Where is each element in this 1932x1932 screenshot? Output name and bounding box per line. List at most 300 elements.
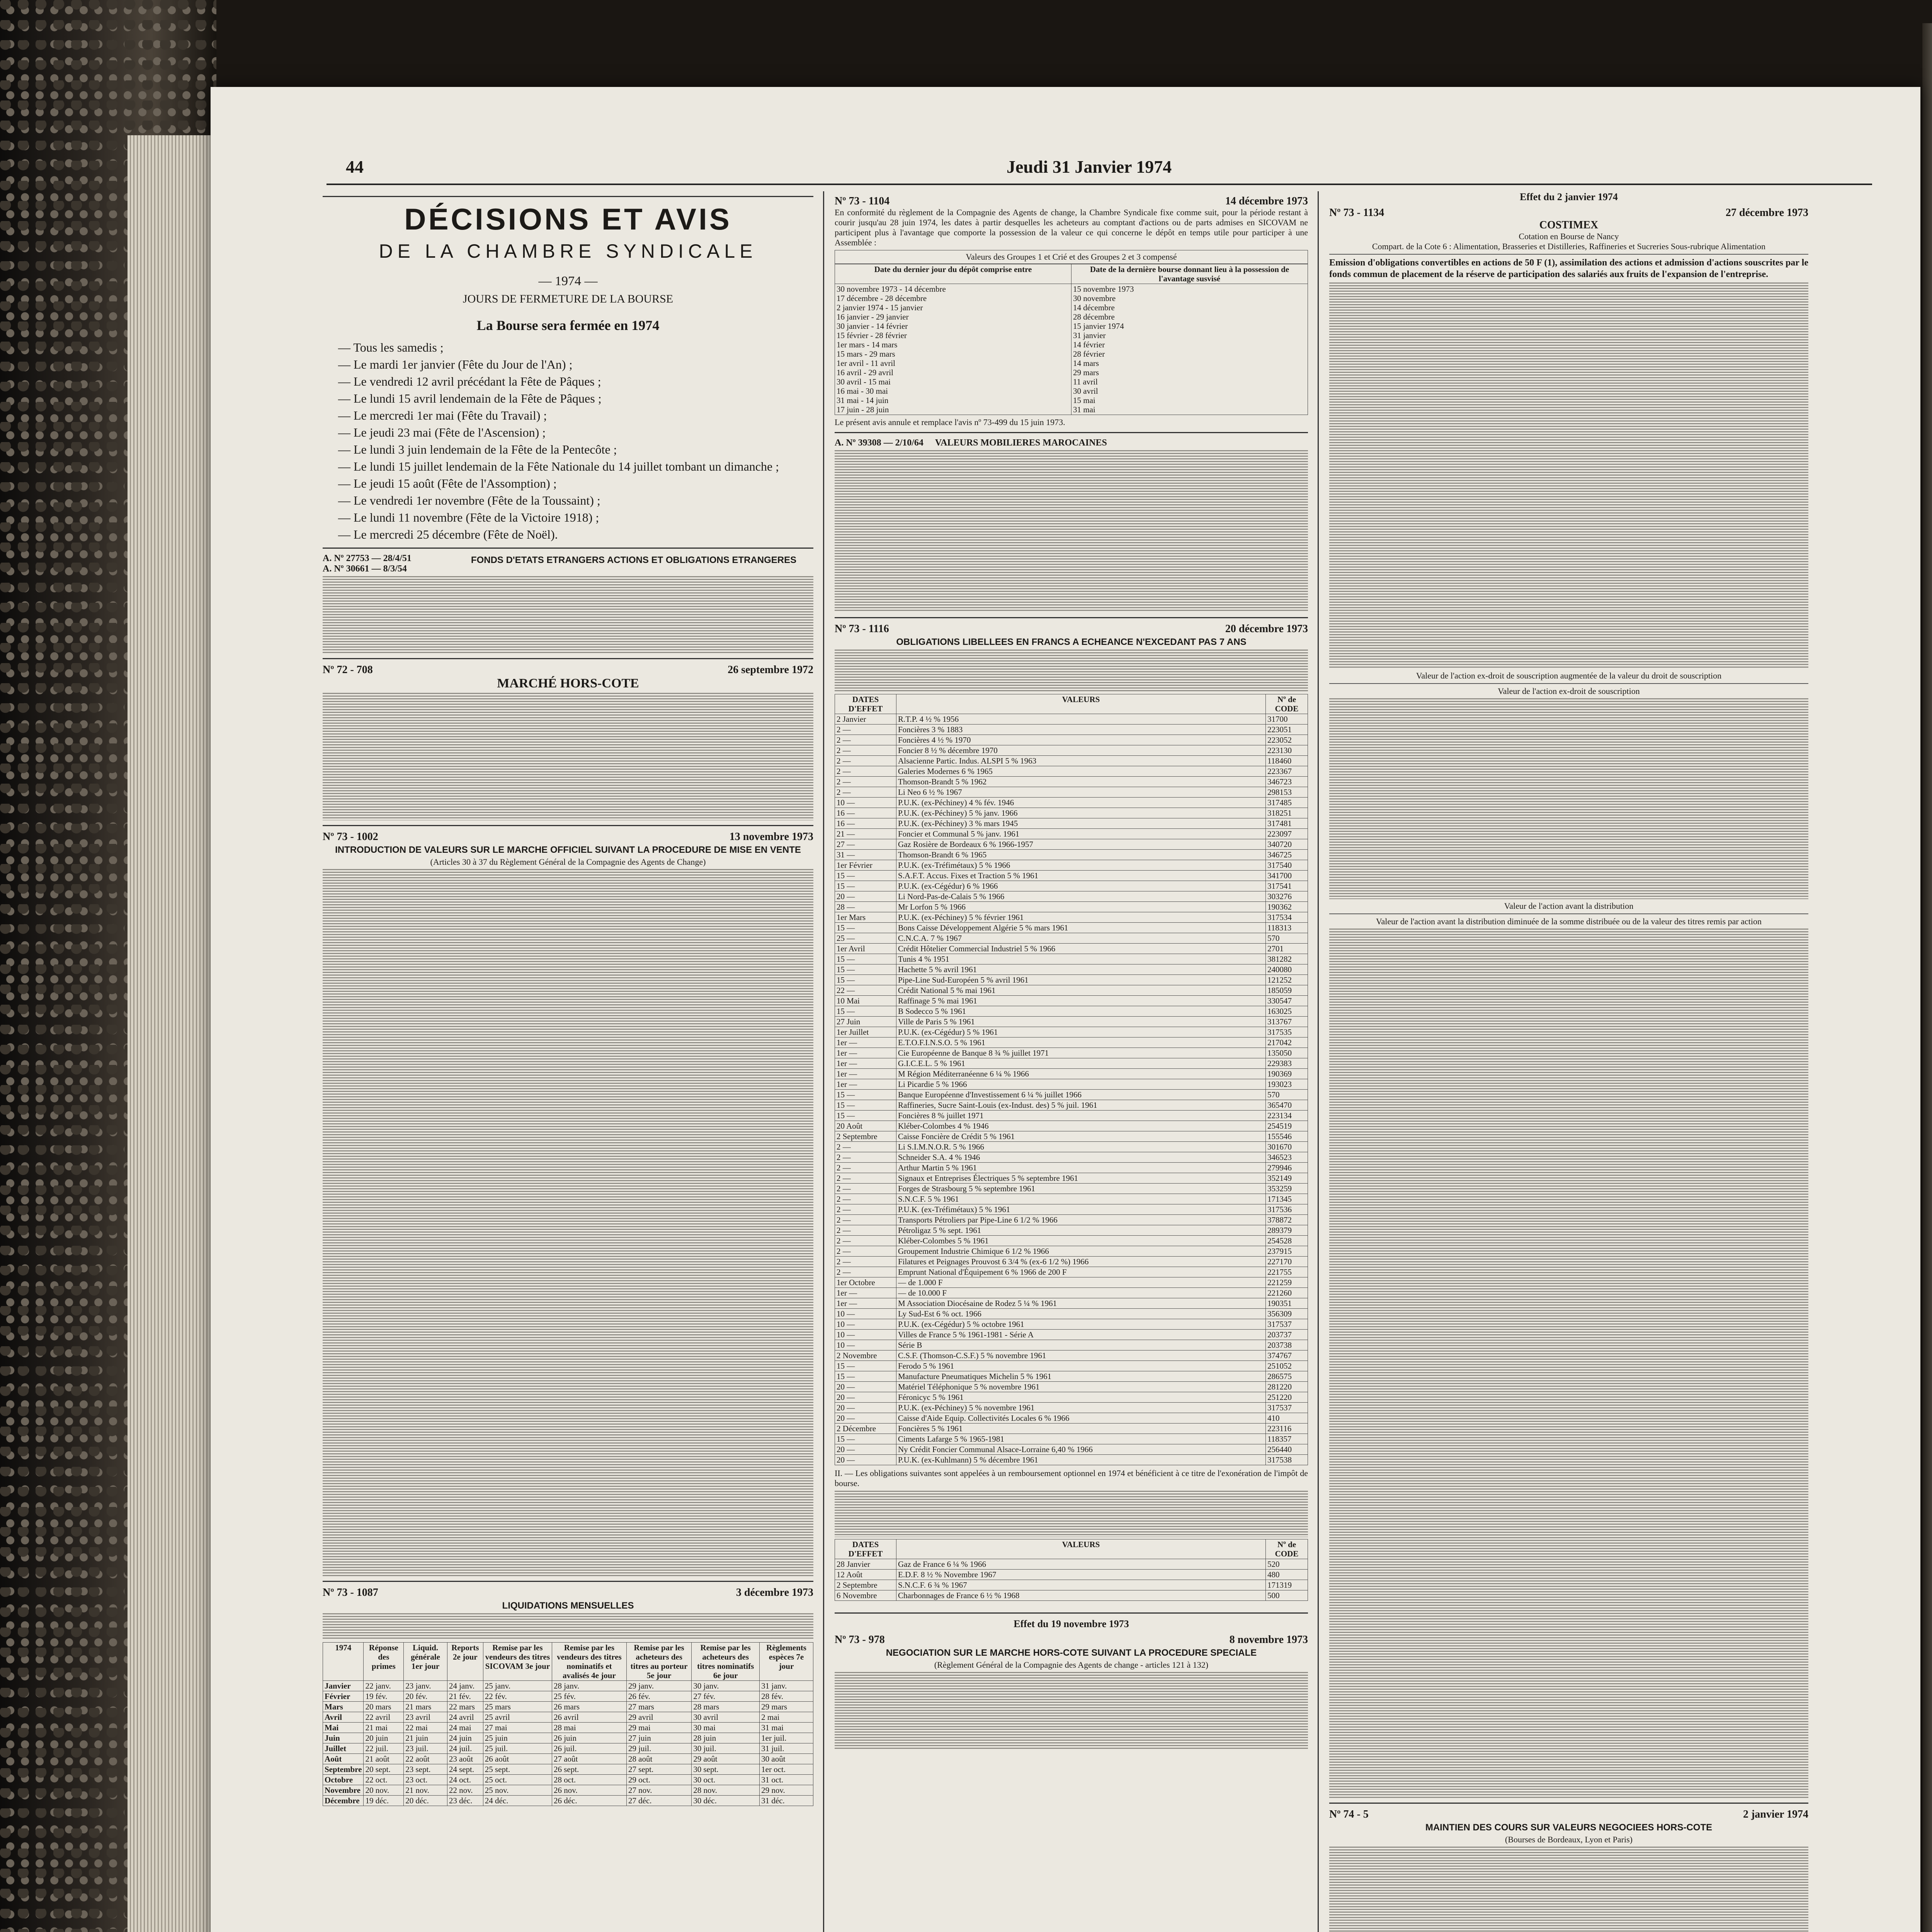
table-row: [835, 881, 1308, 891]
table-row: [835, 1058, 1308, 1069]
table-cell: 2 —: [835, 1194, 896, 1204]
closed-day-item: — Le lundi 15 avril lendemain de la Fête de Pâques ;: [338, 391, 602, 405]
notice-heading: [1329, 207, 1808, 219]
table-cell: 313767: [1266, 1017, 1308, 1027]
table-cell: 520: [1266, 1559, 1308, 1570]
table-cell: 28 Janvier: [835, 1559, 896, 1570]
groups-title: Valeurs des Groupes 1 et Crié et des Groupes 2 et 3 compensé: [835, 250, 1308, 264]
table-cell: 30 déc.: [692, 1796, 760, 1806]
table-row: [323, 1723, 813, 1733]
table-row: [835, 724, 1308, 735]
table-cell: P.U.K. (ex-Cégédur) 6 % 1966: [896, 881, 1266, 891]
table-cell: 25 mars: [483, 1702, 552, 1712]
table-cell: Pipe-Line Sud-Européen 5 % avril 1961: [896, 975, 1266, 985]
table-cell: 20 fév.: [404, 1691, 447, 1702]
table-cell: 15 —: [835, 881, 896, 891]
table-cell: Alsacienne Partic. Indus. ALSPI 5 % 1963: [896, 756, 1266, 766]
table-cell: 15 —: [835, 871, 896, 881]
table-row: [835, 829, 1308, 839]
table-cell: 23 janv.: [404, 1681, 447, 1691]
table-row: [835, 871, 1308, 881]
table-cell: 1er juil.: [760, 1733, 813, 1743]
table-cell: 25 juil.: [483, 1743, 552, 1754]
table-cell: Thomson-Brandt 6 % 1965: [896, 850, 1266, 860]
column-3: [1329, 191, 1808, 1932]
table-cell: 2 —: [835, 1152, 896, 1163]
notice-date: 27 décembre 1973: [1725, 207, 1808, 219]
table-cell: 256440: [1266, 1444, 1308, 1455]
page-number: 44: [346, 157, 364, 177]
table-cell: 28 mars: [692, 1702, 760, 1712]
table-cell: P.U.K. (ex-Cégédur) 5 % octobre 1961: [896, 1319, 1266, 1330]
table-row: [835, 1184, 1308, 1194]
table-cell: 289379: [1266, 1225, 1308, 1236]
table-cell: 121252: [1266, 975, 1308, 985]
table-cell: 1er —: [835, 1298, 896, 1309]
notice-title: INTRODUCTION DE VALEURS SUR LE MARCHE OFFICIEL SUIVANT LA PROCEDURE DE MISE EN VENTE: [335, 845, 801, 855]
groups-right-item: 31 mai: [1073, 405, 1095, 414]
table-cell: 20 nov.: [364, 1785, 404, 1796]
table-cell: P.U.K. (ex-Péchiney) 3 % mars 1945: [896, 818, 1266, 829]
table-cell: 223130: [1266, 745, 1308, 756]
table-cell: 251052: [1266, 1361, 1308, 1371]
notice-number: Nº 73 - 1134: [1329, 207, 1384, 219]
table-cell: Foncier et Communal 5 % janv. 1961: [896, 829, 1266, 839]
table-row: [835, 975, 1308, 985]
table-cell: Filatures et Peignages Prouvost 6 3/4 % (ex-6 1/2 %) 1966: [896, 1257, 1266, 1267]
divider: [323, 658, 813, 659]
table-cell: 28 juin: [692, 1733, 760, 1743]
table-cell: 1er Mars: [835, 912, 896, 923]
table-row: [835, 1225, 1308, 1236]
table-cell: 240080: [1266, 964, 1308, 975]
body-text: [835, 1491, 1308, 1537]
table-cell: 221755: [1266, 1267, 1308, 1277]
table-cell: Juillet: [323, 1743, 364, 1754]
table-cell: Août: [323, 1754, 364, 1764]
table-cell: 330547: [1266, 996, 1308, 1006]
table-cell: Cie Européenne de Banque 8 ¾ % juillet 1971: [896, 1048, 1266, 1058]
groups-left-item: 15 mars - 29 mars: [837, 349, 895, 359]
closed-day-item: — Le vendredi 12 avril précédant la Fête de Pâques ;: [338, 374, 601, 388]
groups-left-item: 16 mai - 30 mai: [837, 386, 888, 396]
table-cell: Féronicyc 5 % 1961: [896, 1392, 1266, 1403]
table-cell: 22 août: [404, 1754, 447, 1764]
effet-title: Effet du 2 janvier 1974: [1520, 191, 1618, 202]
table-cell: 317540: [1266, 860, 1308, 871]
table-cell: 15 —: [835, 1434, 896, 1444]
table-row: [835, 1277, 1308, 1288]
table-cell: 24 juil.: [447, 1743, 483, 1754]
table-cell: 378872: [1266, 1215, 1308, 1225]
table-cell: M Association Diocésaine de Rodez 5 ¼ % 1961: [896, 1298, 1266, 1309]
table-cell: Gaz Rosière de Bordeaux 6 % 1966-1957: [896, 839, 1266, 850]
col-header: Liquid. générale 1er jour: [404, 1643, 447, 1681]
lead-text: Emission d'obligations convertibles en actions de 50 F (1), assimilation des actions et admission d'actions souscrites par le fonds commun de placement de la réserve de participation des salariés aux fruits de l'expansion de l'entreprise.: [1329, 258, 1808, 279]
table-cell: 227170: [1266, 1257, 1308, 1267]
notice-number: Nº 73 - 1116: [835, 623, 889, 635]
divider: [835, 432, 1308, 433]
table-row: [835, 1194, 1308, 1204]
obligations-table-2: [835, 1539, 1308, 1601]
table-cell: 27 —: [835, 839, 896, 850]
table-cell: 22 fév.: [483, 1691, 552, 1702]
table-row: [323, 1733, 813, 1743]
table-cell: 1er —: [835, 1058, 896, 1069]
table-row: [835, 1163, 1308, 1173]
table-cell: 203738: [1266, 1340, 1308, 1350]
groups-left-item: 30 avril - 15 mai: [837, 377, 891, 386]
table-cell: 24 janv.: [447, 1681, 483, 1691]
table-cell: 29 août: [692, 1754, 760, 1764]
divider: [323, 196, 813, 197]
closed-day-item: — Le mercredi 1er mai (Fête du Travail) ;: [338, 408, 547, 422]
closed-intro: La Bourse sera fermée en 1974: [476, 318, 660, 333]
table-cell: 223116: [1266, 1423, 1308, 1434]
table-cell: 2701: [1266, 944, 1308, 954]
table-cell: Septembre: [323, 1764, 364, 1775]
table-cell: 570: [1266, 933, 1308, 944]
table-row: [835, 1215, 1308, 1225]
notice-heading: [323, 1587, 813, 1599]
groups-right-item: 28 février: [1073, 349, 1105, 359]
groups-header-right: Date de la dernière bourse donnant lieu à la possession de l'avantage susvisé: [1071, 264, 1308, 284]
table-cell: 20 mars: [364, 1702, 404, 1712]
table-cell: 500: [1266, 1590, 1308, 1601]
table-row: [835, 1403, 1308, 1413]
table-row: [835, 1027, 1308, 1037]
table-row: [835, 1204, 1308, 1215]
divider: [835, 1612, 1308, 1614]
table-cell: E.T.O.F.I.N.S.O. 5 % 1961: [896, 1037, 1266, 1048]
table-cell: 2 —: [835, 766, 896, 777]
table-cell: Foncier 8 ½ % décembre 1970: [896, 745, 1266, 756]
notice-date: 14 décembre 1973: [1225, 195, 1308, 207]
table-cell: 10 —: [835, 1340, 896, 1350]
table-cell: 346723: [1266, 777, 1308, 787]
table-cell: 27 nov.: [626, 1785, 691, 1796]
table-cell: 26 mars: [552, 1702, 626, 1712]
table-cell: Li Picardie 5 % 1966: [896, 1079, 1266, 1090]
table-cell: 23 août: [447, 1754, 483, 1764]
col-header: Remise par les acheteurs des titres au porteur 5e jour: [626, 1643, 691, 1681]
table-cell: 118357: [1266, 1434, 1308, 1444]
table-cell: 30 janv.: [692, 1681, 760, 1691]
table-cell: 2 —: [835, 777, 896, 787]
table-cell: Matériel Téléphonique 5 % novembre 1961: [896, 1382, 1266, 1392]
table-row: [835, 808, 1308, 818]
table-cell: 317535: [1266, 1027, 1308, 1037]
col-header: VALEURS: [896, 694, 1266, 714]
table-cell: 23 sept.: [404, 1764, 447, 1775]
table-cell: Gaz de France 6 ¼ % 1966: [896, 1559, 1266, 1570]
table-row: [835, 1382, 1308, 1392]
table-row: [835, 1173, 1308, 1184]
company-sub: Cotation en Bourse de Nancy: [1519, 231, 1619, 241]
table-cell: Mr Lorfon 5 % 1966: [896, 902, 1266, 912]
effet-title: Effet du 19 novembre 1973: [1014, 1618, 1129, 1629]
table-cell: 254519: [1266, 1121, 1308, 1131]
table-cell: 21 juin: [404, 1733, 447, 1743]
notice-text: En conformité du règlement de la Compagnie des Agents de change, la Chambre Syndicale fixe comme suit, pour la période restant à courir jusqu'au 28 juin 1974, les dates à partir desquelles les acheteurs au comptant d'actions ou de parts admises en SICOVAM ne participent plus à l'avantage que comporte la possession de la valeur ce qui concerne le dépôt en temps utile pour participer à une Assemblée :: [835, 207, 1308, 247]
table-cell: 254528: [1266, 1236, 1308, 1246]
col-header: Nº de CODE: [1266, 694, 1308, 714]
table-cell: P.U.K. (ex-Kuhlmann) 5 % décembre 1961: [896, 1455, 1266, 1465]
table-cell: 27 août: [552, 1754, 626, 1764]
groups-right-item: 30 avril: [1073, 386, 1098, 396]
table-cell: 28 —: [835, 902, 896, 912]
table-cell: 317534: [1266, 912, 1308, 923]
table-cell: 21 fév.: [447, 1691, 483, 1702]
body-text: [835, 650, 1308, 692]
table-cell: 217042: [1266, 1037, 1308, 1048]
table-cell: 2 Septembre: [835, 1580, 896, 1590]
table-cell: Arthur Martin 5 % 1961: [896, 1163, 1266, 1173]
table-cell: 171319: [1266, 1580, 1308, 1590]
table-cell: 15 —: [835, 1100, 896, 1111]
table-cell: 20 —: [835, 1382, 896, 1392]
body-text: [1329, 1847, 1808, 1932]
groups-right-item: 15 mai: [1073, 396, 1095, 405]
table-cell: 2 —: [835, 1173, 896, 1184]
table-cell: 279946: [1266, 1163, 1308, 1173]
table-cell: B Sodecco 5 % 1961: [896, 1006, 1266, 1017]
body-text: [323, 1613, 813, 1640]
table-cell: Crédit National 5 % mai 1961: [896, 985, 1266, 996]
groups-right-list: [1071, 284, 1308, 415]
subsection-title: Valeur de l'action avant la distribution: [1504, 901, 1634, 911]
table-cell: 25 avril: [483, 1712, 552, 1723]
closed-day-item: — Tous les samedis ;: [338, 340, 444, 354]
closed-days-list: [323, 339, 813, 543]
table-cell: 26 nov.: [552, 1785, 626, 1796]
groups-header-left: Date du dernier jour du dépôt comprise entre: [835, 264, 1071, 284]
table-cell: 29 mars: [760, 1702, 813, 1712]
table-cell: 30 août: [760, 1754, 813, 1764]
table-cell: 2 —: [835, 724, 896, 735]
table-cell: C.N.C.A. 7 % 1967: [896, 933, 1266, 944]
table-cell: 22 juil.: [364, 1743, 404, 1754]
table-cell: Décembre: [323, 1796, 364, 1806]
table-cell: 22 mars: [447, 1702, 483, 1712]
table-cell: 22 —: [835, 985, 896, 996]
table-row: [835, 1257, 1308, 1267]
table-row: [835, 1090, 1308, 1100]
table-cell: 365470: [1266, 1100, 1308, 1111]
table-cell: 22 oct.: [364, 1775, 404, 1785]
table-cell: 27 mai: [483, 1723, 552, 1733]
notice-date: 26 septembre 1972: [728, 664, 813, 676]
table-row: [835, 1434, 1308, 1444]
divider: [1329, 913, 1808, 914]
table-cell: 381282: [1266, 954, 1308, 964]
year-label: — 1974 —: [538, 274, 598, 288]
groups-right-item: 29 mars: [1073, 368, 1099, 377]
table-cell: Transports Pétroliers par Pipe-Line 6 1/2 % 1966: [896, 1215, 1266, 1225]
notice-etrangers: [323, 553, 813, 574]
table-row: [835, 1017, 1308, 1027]
table-cell: S.A.F.T. Accus. Fixes et Traction 5 % 1961: [896, 871, 1266, 881]
table-cell: 318251: [1266, 808, 1308, 818]
col-header: 1974: [323, 1643, 364, 1681]
notice-title: LIQUIDATIONS MENSUELLES: [502, 1600, 634, 1611]
table-row: [835, 1006, 1308, 1017]
divider: [323, 548, 813, 549]
col-header: Nº de CODE: [1266, 1539, 1308, 1559]
table-cell: Foncières 4 ½ % 1970: [896, 735, 1266, 745]
table-cell: Ciments Lafarge 5 % 1965-1981: [896, 1434, 1266, 1444]
table-cell: Foncières 8 % juillet 1971: [896, 1111, 1266, 1121]
table-cell: 24 juin: [447, 1733, 483, 1743]
table-row: [835, 933, 1308, 944]
table-cell: 15 —: [835, 1090, 896, 1100]
table-cell: 20 —: [835, 891, 896, 902]
table-cell: 317538: [1266, 1455, 1308, 1465]
table-cell: 317485: [1266, 798, 1308, 808]
table-cell: 118460: [1266, 756, 1308, 766]
table-cell: Ly Sud-Est 6 % oct. 1966: [896, 1309, 1266, 1319]
table-cell: 29 mai: [626, 1723, 691, 1733]
body-text: [323, 576, 813, 653]
groups-right-item: 31 janvier: [1073, 331, 1106, 340]
table-row: [323, 1775, 813, 1785]
table-cell: Avril: [323, 1712, 364, 1723]
table-row: [835, 735, 1308, 745]
table-row: [835, 891, 1308, 902]
table-cell: 352149: [1266, 1173, 1308, 1184]
table-cell: 29 nov.: [760, 1785, 813, 1796]
table-row: [835, 1361, 1308, 1371]
table-cell: 237915: [1266, 1246, 1308, 1257]
table-cell: 22 nov.: [447, 1785, 483, 1796]
table-row: [835, 1037, 1308, 1048]
column-separator: [823, 191, 824, 1932]
table-row: [835, 1267, 1308, 1277]
table-cell: 1er oct.: [760, 1764, 813, 1775]
table-cell: Villes de France 5 % 1961-1981 - Série A: [896, 1330, 1266, 1340]
table-cell: 28 nov.: [692, 1785, 760, 1796]
table-cell: 356309: [1266, 1309, 1308, 1319]
table-cell: 26 sept.: [552, 1764, 626, 1775]
table-cell: Galeries Modernes 6 % 1965: [896, 766, 1266, 777]
table-cell: 22 mai: [404, 1723, 447, 1733]
table-cell: Kléber-Colombes 4 % 1946: [896, 1121, 1266, 1131]
table-row: [323, 1712, 813, 1723]
notice-number: Nº 73 - 1002: [323, 831, 378, 843]
table-cell: 20 —: [835, 1413, 896, 1423]
table-cell: Série B: [896, 1340, 1266, 1350]
table-cell: Bons Caisse Développement Algérie 5 % mars 1961: [896, 923, 1266, 933]
divider: [835, 617, 1308, 618]
groups-left-item: 16 avril - 29 avril: [837, 368, 893, 377]
table-cell: 190351: [1266, 1298, 1308, 1309]
table-cell: Raffinage 5 % mai 1961: [896, 996, 1266, 1006]
divider: [323, 1581, 813, 1582]
table-cell: 24 mai: [447, 1723, 483, 1733]
table-cell: Juin: [323, 1733, 364, 1743]
table-cell: 25 —: [835, 933, 896, 944]
notice-subtitle: (Articles 30 à 37 du Règlement Général de la Compagnie des Agents de Change): [430, 857, 706, 867]
table-cell: 2 —: [835, 745, 896, 756]
col-header: Remise par les acheteurs des titres nominatifs 6e jour: [692, 1643, 760, 1681]
table-cell: 22 avril: [364, 1712, 404, 1723]
table-cell: 28 janv.: [552, 1681, 626, 1691]
table-cell: 2 Décembre: [835, 1423, 896, 1434]
notice-number: Nº 74 - 5: [1329, 1808, 1369, 1820]
table-cell: 1er —: [835, 1037, 896, 1048]
table-cell: 2 —: [835, 1204, 896, 1215]
table-row: [835, 912, 1308, 923]
table-cell: Foncières 3 % 1883: [896, 724, 1266, 735]
table-cell: P.U.K. (ex-Cégédur) 5 % 1961: [896, 1027, 1266, 1037]
table-cell: R.T.P. 4 ½ % 1956: [896, 714, 1266, 724]
table-cell: 25 nov.: [483, 1785, 552, 1796]
table-row: [835, 756, 1308, 766]
table-cell: 27 sept.: [626, 1764, 691, 1775]
table-cell: 346523: [1266, 1152, 1308, 1163]
table-row: [835, 818, 1308, 829]
body-text: [323, 693, 813, 820]
table-cell: 28 oct.: [552, 1775, 626, 1785]
table-cell: 2 —: [835, 735, 896, 745]
closed-day-item: — Le lundi 15 juillet lendemain de la Fête Nationale du 14 juillet tombant un dimanche ;: [338, 459, 779, 473]
body-text: [1329, 698, 1808, 899]
groups-left-item: 31 mai - 14 juin: [837, 396, 889, 405]
table-cell: 15 —: [835, 1111, 896, 1121]
table-cell: 23 déc.: [447, 1796, 483, 1806]
table-cell: 15 —: [835, 1361, 896, 1371]
table-cell: 570: [1266, 1090, 1308, 1100]
table-cell: 15 —: [835, 1006, 896, 1017]
liquidations-table: [323, 1642, 813, 1806]
table-cell: 26 déc.: [552, 1796, 626, 1806]
table-cell: 24 déc.: [483, 1796, 552, 1806]
table-row: [835, 1079, 1308, 1090]
table-cell: Charbonnages de France 6 ½ % 1968: [896, 1590, 1266, 1601]
table-row: [835, 923, 1308, 933]
column-separator: [1318, 191, 1319, 1932]
table-cell: 2 —: [835, 1257, 896, 1267]
table-cell: 223052: [1266, 735, 1308, 745]
table-cell: 2 —: [835, 1142, 896, 1152]
table-cell: 229383: [1266, 1058, 1308, 1069]
table-row: [835, 1413, 1308, 1423]
table-row: [835, 745, 1308, 756]
table-cell: 29 janv.: [626, 1681, 691, 1691]
header-rule: [327, 184, 1872, 185]
table-cell: 20 sept.: [364, 1764, 404, 1775]
table-row: [323, 1691, 813, 1702]
col-header: Réponse des primes: [364, 1643, 404, 1681]
table-cell: 15 —: [835, 975, 896, 985]
table-cell: 25 fév.: [552, 1691, 626, 1702]
page-date: Jeudi 31 Janvier 1974: [1007, 157, 1172, 177]
table-cell: Schneider S.A. 4 % 1946: [896, 1152, 1266, 1163]
table-row: [835, 839, 1308, 850]
table-cell: 1er —: [835, 1069, 896, 1079]
table-cell: 6 Novembre: [835, 1590, 896, 1601]
closed-day-item: — Le lundi 11 novembre (Fête de la Victoire 1918) ;: [338, 510, 599, 524]
table-cell: 28 fév.: [760, 1691, 813, 1702]
table-cell: 23 oct.: [404, 1775, 447, 1785]
table-cell: 26 fév.: [626, 1691, 691, 1702]
notice-ref: A. Nº 27753 — 28/4/51: [323, 553, 412, 563]
table-cell: 480: [1266, 1570, 1308, 1580]
groups-right-item: 14 mars: [1073, 359, 1099, 368]
notice-ref: A. Nº 39308 — 2/10/64: [835, 438, 923, 448]
table-cell: 30 mai: [692, 1723, 760, 1733]
table-row: [835, 944, 1308, 954]
